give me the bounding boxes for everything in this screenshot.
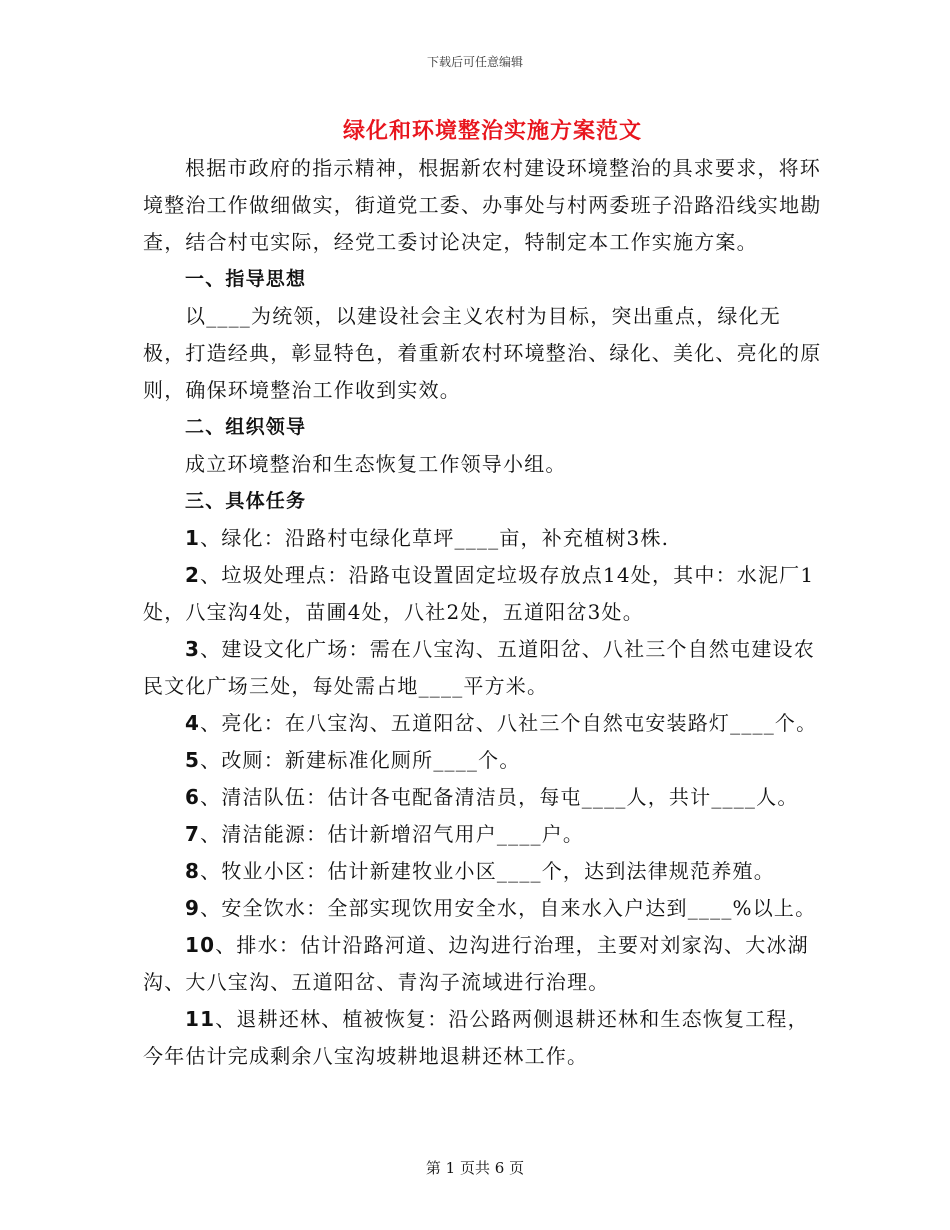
section-body-organization: 成立环境整治和生态恢复工作领导小组。 [185,452,567,476]
task-text: 、绿化：沿路村屯绿化草坪____亩，补充植树3株. [200,526,670,550]
task-number: 10 [185,933,216,957]
task-text: 、清洁能源：估计新增沼气用户____户。 [200,822,585,846]
task-item [143,631,823,705]
task-text: 、排水：估计沿路河道、边沟进行治理，主要对刘家沟、大冰湖沟、大八宝沟、五道阳岔、青沟子流域进行治理。 [143,933,809,994]
task-item [143,742,823,779]
task-text: 、垃圾处理点：沿路屯设置固定垃圾存放点14处，其中：水泥厂1处，八宝沟4处，苗圃4处，八社2处，五道阳岔3处。 [143,563,815,624]
task-number: 1 [185,526,201,550]
task-item [143,1001,823,1075]
section-heading-organization: 二、组织领导 [185,416,307,438]
document-body [143,150,823,1075]
section-heading-guidance: 一、指导思想 [185,268,307,290]
page-footer-number: 第 1 页共 6 页 [425,1159,525,1177]
task-item [143,520,823,557]
task-number: 7 [185,822,201,846]
task-number: 3 [185,637,201,661]
task-item [143,890,823,927]
task-item [143,927,823,1001]
task-item [143,705,823,742]
task-number: 8 [185,859,201,883]
task-text: 、清洁队伍：估计各屯配备清洁员，每屯____人，共计____人。 [200,785,799,809]
task-text: 、退耕还林、植被恢复：沿公路两侧退耕还林和生态恢复工程，今年估计完成剩余八宝沟坡耕地退耕还林工作。 [143,1007,809,1068]
task-text: 、建设文化广场：需在八宝沟、五道阳岔、八社三个自然屯建设农民文化广场三处，每处需占地____平方米。 [143,637,815,698]
task-number: 6 [185,785,201,809]
section-heading-tasks: 三、具体任务 [185,490,307,512]
task-text: 、改厕：新建标准化厕所____个。 [200,748,521,772]
task-text: 、亮化：在八宝沟、五道阳岔、八社三个自然屯安装路灯____个。 [200,711,818,735]
page-header-note: 下载后可任意编辑 [426,55,523,69]
task-item [143,779,823,816]
task-item [143,853,823,890]
task-text: 、牧业小区：估计新建牧业小区____个，达到法律规范养殖。 [200,859,775,883]
task-item [143,816,823,853]
task-number: 4 [185,711,201,735]
task-number: 5 [185,748,201,772]
task-number: 11 [185,1007,216,1031]
task-number: 2 [185,563,201,587]
section-body-guidance: 以____为统领，以建设社会主义农村为目标，突出重点，绿化无极，打造经典，彰显特色，着重新农村环境整治、绿化、美化、亮化的原则，确保环境整治工作收到实效。 [143,304,822,402]
document-title: 绿化和环境整治实施方案范文 [342,118,642,144]
intro-paragraph: 根据市政府的指示精神，根据新农村建设环境整治的具求要求，将环境整治工作做细做实，街道党工委、办事处与村两委班子沿路沿线实地勘查，结合村屯实际，经党工委讨论决定，特制定本工作实施方案。 [143,156,822,254]
task-item [143,557,823,631]
task-number: 9 [185,896,201,920]
task-text: 、安全饮水：全部实现饮用安全水，自来水入户达到____%以上。 [200,896,817,920]
